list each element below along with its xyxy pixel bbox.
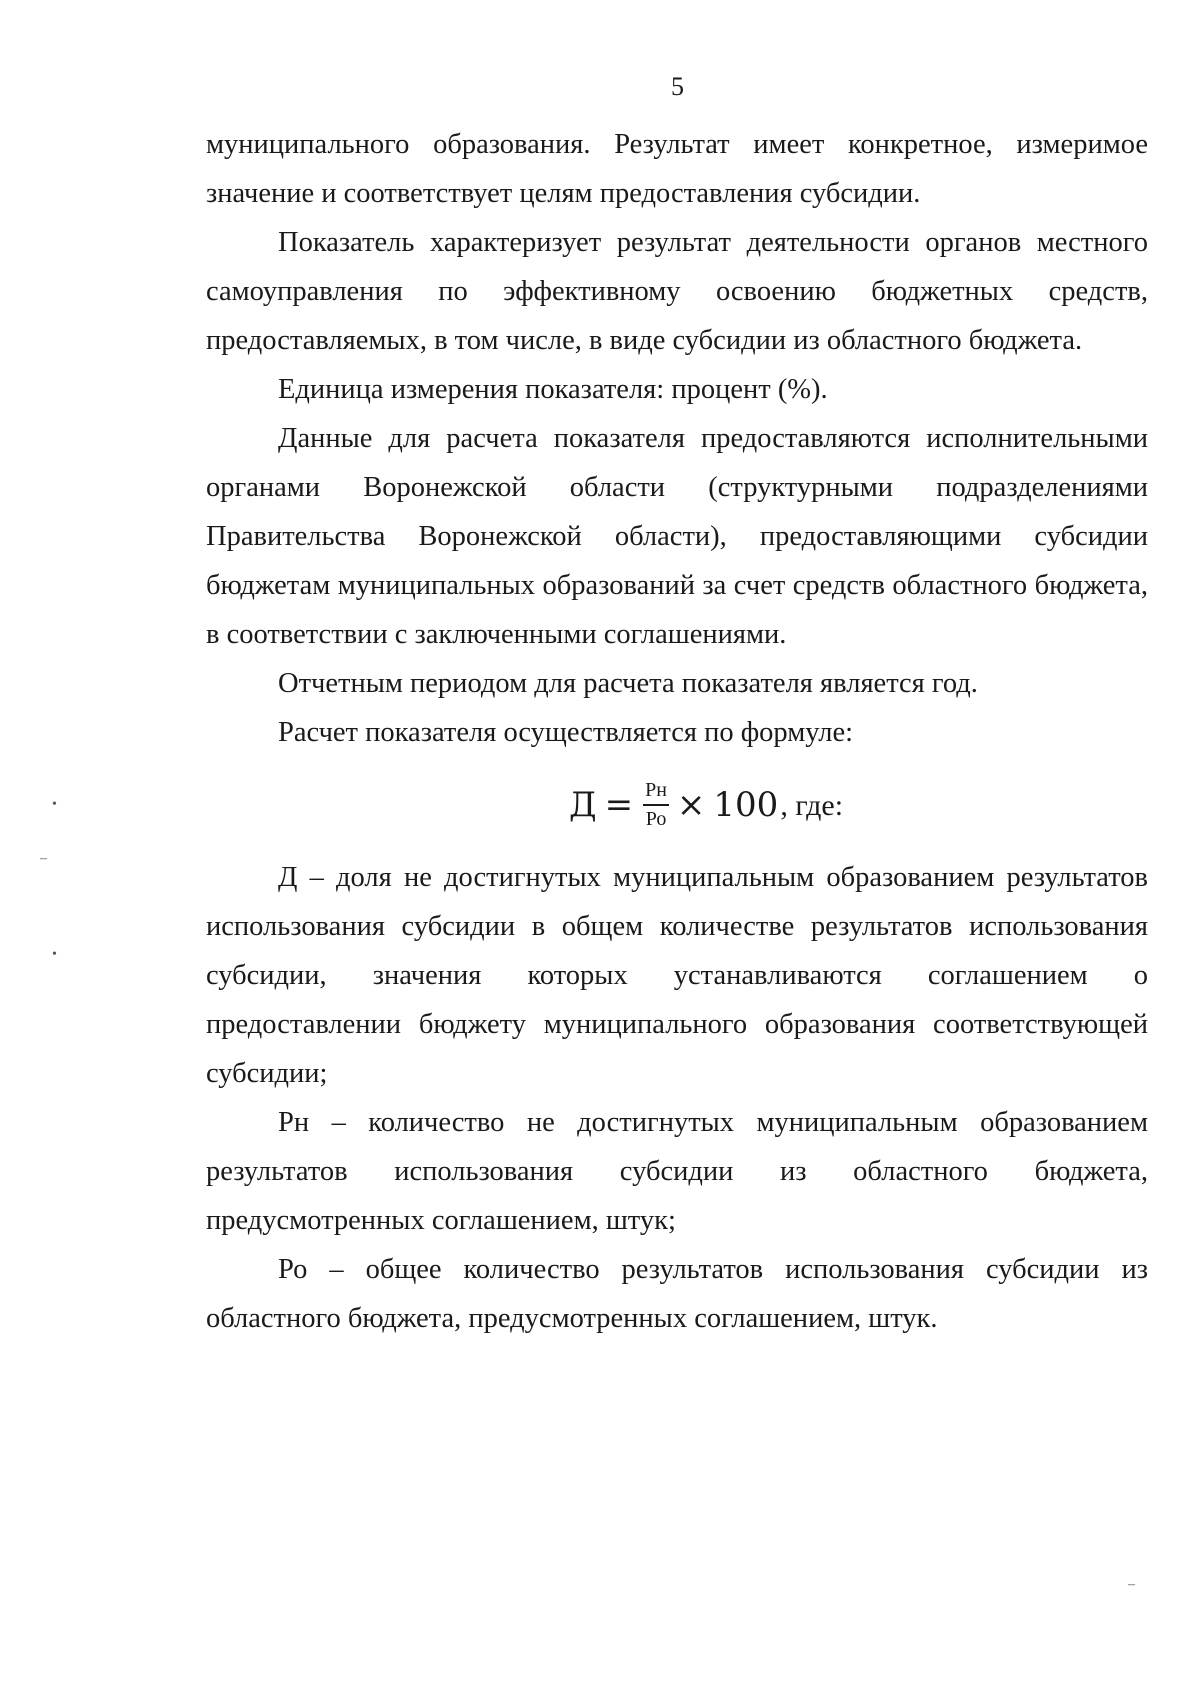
formula-numerator: Рн [643, 780, 669, 806]
paragraph-reporting-period: Отчетным периодом для расчета показателя является год. [278, 668, 978, 699]
formula-multiplier: 100 [713, 784, 779, 825]
scan-speck: – [40, 851, 47, 866]
formula-fraction [643, 780, 669, 830]
formula-lhs: Д [568, 784, 597, 825]
paragraph-indicator-description: Показатель характеризует результат деятельности органов местного самоуправления по эффективному освоению бюджетных средств, предоставляемых, в том числе, в виде субсидии из областного бюджета. [206, 227, 1148, 356]
definition-ro: Ро – общее количество результатов использования субсидии из областного бюджета, предусмотренных соглашением, штук. [206, 1254, 1148, 1334]
formula-denominator: Ро [645, 808, 667, 830]
paragraph-data-source: Данные для расчета показателя предоставляются исполнительными органами Воронежской области (структурными подразделениями Правительства Воронежской области), предоставляющими субсидии бюджетам муниципальных образований за счет средств областного бюджета, в соответствии с заключенными соглашениями. [206, 423, 1148, 650]
paragraph-result-continuation: муниципального образования. Результат имеет конкретное, измеримое значение и соответствует целям предоставления субсидии. [206, 129, 1148, 209]
formula [206, 757, 1148, 853]
formula-suffix: , где: [780, 788, 844, 822]
formula-equals: = [604, 784, 634, 825]
definition-rn: Рн – количество не достигнутых муниципальным образованием результатов использования субсидии из областного бюджета, предусмотренных соглашением, штук; [206, 1107, 1148, 1236]
scan-speck: • [52, 947, 57, 962]
paragraph-unit-of-measure: Единица измерения показателя: процент (%). [278, 374, 828, 405]
paragraph-formula-intro: Расчет показателя осуществляется по формуле: [278, 717, 854, 748]
page-number: 5 [671, 72, 684, 101]
document-body [206, 120, 1148, 1343]
definition-d: Д – доля не достигнутых муниципальным образованием результатов использования субсидии в общем количестве результатов использования субсидии, значения которых устанавливаются соглашением о предоставлении бюджету муниципального образования соответствующей субсидии; [206, 862, 1148, 1089]
scan-speck: • [52, 797, 57, 812]
scan-speck: – [1128, 1577, 1135, 1592]
formula-operator: × [676, 784, 706, 825]
